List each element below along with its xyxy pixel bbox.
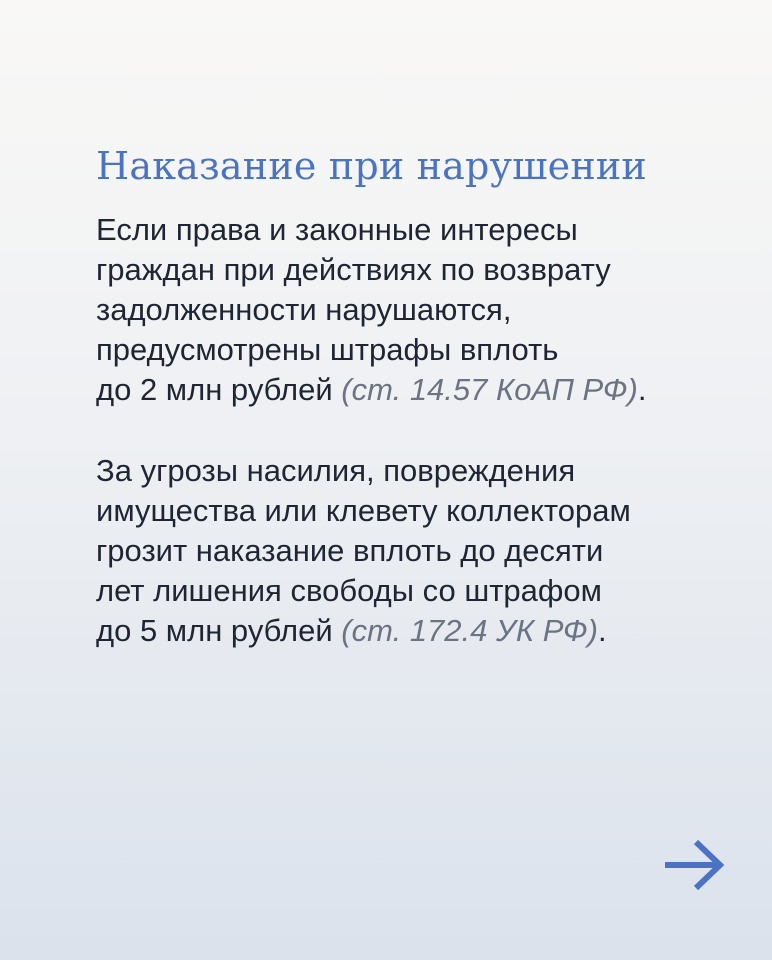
law-citation: (ст. 14.57 КоАП РФ) bbox=[341, 372, 638, 407]
arrow-right-icon[interactable] bbox=[660, 835, 728, 895]
text-fragment: до 2 млн рублей bbox=[96, 372, 342, 407]
text-line: задолженности нарушаются, bbox=[96, 292, 512, 327]
paragraph-fines bbox=[96, 210, 736, 410]
text-period: . bbox=[598, 613, 607, 648]
text-line: имущества или клевету коллекторам bbox=[96, 493, 631, 528]
text-line: Если права и законные интересы bbox=[96, 212, 578, 247]
law-citation: (ст. 172.4 УК РФ) bbox=[341, 613, 599, 648]
page-title: Наказание при нарушении bbox=[96, 144, 647, 188]
text-period: . bbox=[637, 372, 647, 407]
text-line-last bbox=[96, 611, 736, 651]
text-line: лет лишения свободы со штрафом bbox=[96, 573, 602, 608]
text-line-last bbox=[96, 370, 736, 410]
text-line: предусмотрены штрафы вплоть bbox=[96, 332, 559, 367]
text-line: граждан при действиях по возврату bbox=[96, 252, 611, 287]
text-line: За угрозы насилия, повреждения bbox=[96, 453, 576, 488]
text-line: грозит наказание вплоть до десяти bbox=[96, 533, 604, 568]
paragraph-criminal bbox=[96, 451, 736, 651]
text-fragment: до 5 млн рублей bbox=[96, 613, 342, 648]
